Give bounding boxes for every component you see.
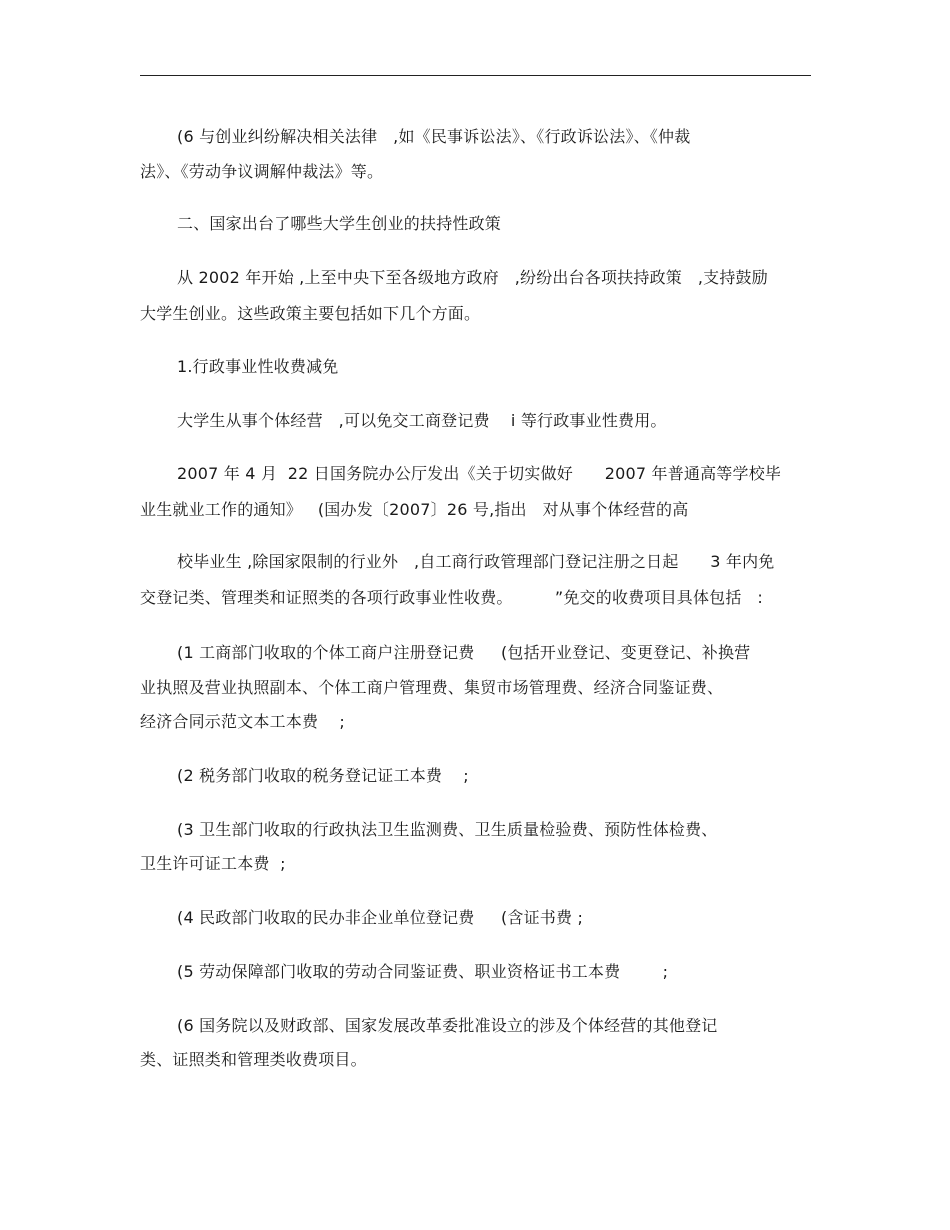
text-line-p2-1: 从 2002 年开始 ,上至中央下至各级地方政府 ,纷纷出台各项扶持政策 ,支持鼓励	[177, 268, 768, 287]
list-item-6-line-1: (6 国务院以及财政部、国家发展改革委批准设立的涉及个体经营的其他登记	[177, 1016, 718, 1035]
text-line-p1-2: 法》、《劳动争议调解仲裁法》等。	[140, 162, 384, 181]
text-line-p4-1: 2007 年 4 月 22 日国务院办公厅发出《关于切实做好 2007 年普通高等学校毕	[177, 464, 782, 483]
list-item-3-line-2: 卫生许可证工本费 ;	[140, 854, 286, 873]
list-item-1-line-1: (1 工商部门收取的个体工商户注册登记费 (包括开业登记、变更登记、补换营	[177, 643, 751, 662]
list-item-3-line-1: (3 卫生部门收取的行政执法卫生监测费、卫生质量检验费、预防性体检费、	[177, 820, 718, 839]
list-item-1-line-2: 业执照及营业执照副本、个体工商户管理费、集贸市场管理费、经济合同鉴证费、	[140, 678, 724, 697]
text-line-p5-2: 交登记类、管理类和证照类的各项行政事业性收费。 ”免交的收费项目具体包括 :	[140, 588, 764, 607]
list-item-6-line-2: 类、证照类和管理类收费项目。	[140, 1050, 367, 1069]
text-line-p5-1: 校毕业生 ,除国家限制的行业外 ,自工商行政管理部门登记注册之日起 3 年内免	[177, 552, 775, 571]
list-item-2: (2 税务部门收取的税务登记证工本费 ;	[177, 766, 469, 785]
list-item-5: (5 劳动保障部门收取的劳动合同鉴证费、职业资格证书工本费 ;	[177, 962, 669, 981]
text-line-p4-2: 业生就业工作的通知》 (国办发〔2007〕26 号,指出 对从事个体经营的高	[140, 500, 689, 519]
text-line-p1-1: (6 与创业纠纷解决相关法律 ,如《民事诉讼法》、《行政诉讼法》、《仲裁	[177, 127, 691, 146]
text-line-p2-2: 大学生创业。这些政策主要包括如下几个方面。	[140, 304, 481, 323]
section-heading: 二、国家出台了哪些大学生创业的扶持性政策	[177, 214, 502, 233]
list-item-4: (4 民政部门收取的民办非企业单位登记费 (含证书费 ;	[177, 908, 584, 927]
list-item-1-line-3: 经济合同示范文本工本费 ;	[140, 712, 345, 731]
subsection-heading: 1.行政事业性收费减免	[177, 357, 339, 376]
header-rule	[140, 75, 811, 76]
text-line-p3: 大学生从事个体经营 ,可以免交工商登记费 i 等行政事业性费用。	[177, 411, 667, 430]
